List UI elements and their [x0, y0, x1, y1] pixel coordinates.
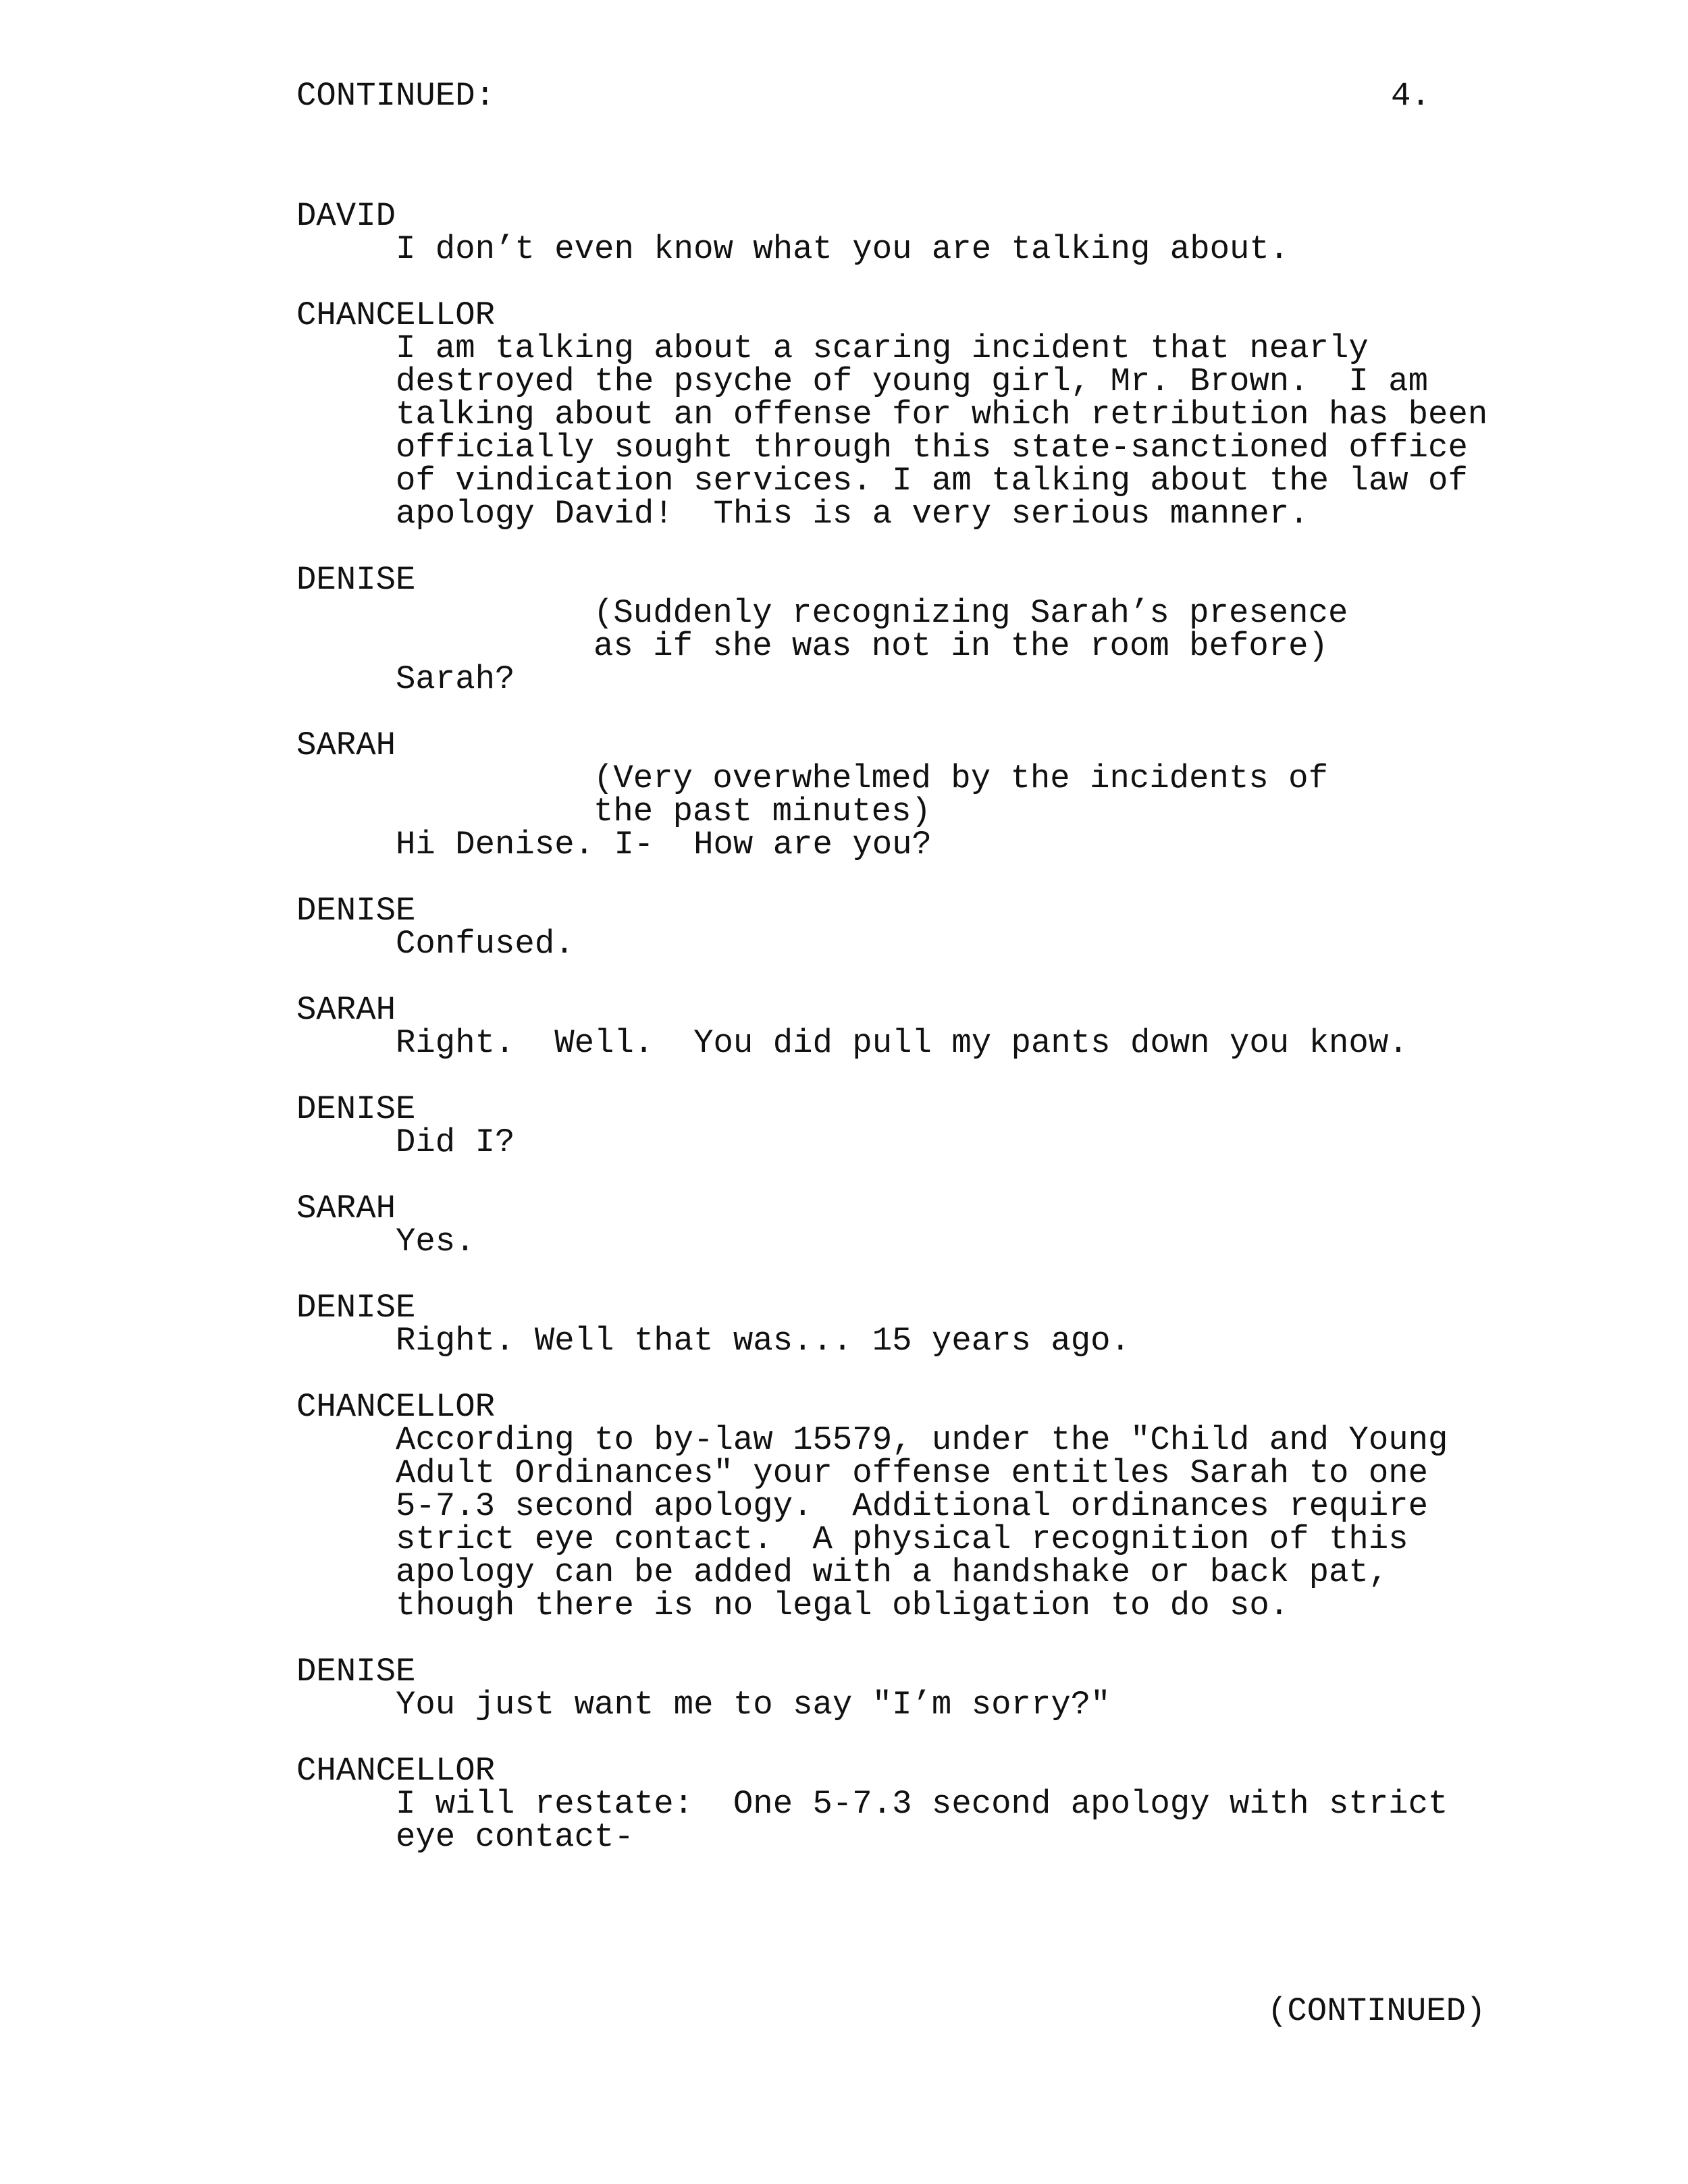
- character-name: CHANCELLOR: [296, 1752, 496, 1790]
- dialogue-block: [296, 1090, 1579, 1161]
- dialogue-block: [296, 1655, 1579, 1722]
- character-name: DENISE: [296, 892, 416, 930]
- dialogue-block: [296, 892, 1579, 963]
- dialogue-block: [296, 197, 1579, 268]
- dialogue-block: [296, 1388, 1579, 1624]
- character-name: DENISE: [296, 1653, 416, 1690]
- parenthetical-line: (Very overwhelmed by the incidents of: [594, 760, 1328, 797]
- dialogue-block: [296, 1291, 1579, 1358]
- dialogue-line: According to by-law 15579, under the "Child and Young: [396, 1421, 1448, 1459]
- dialogue-line: officially sought through this state-sanctioned office: [396, 429, 1468, 467]
- dialogue-block: [296, 1752, 1579, 1856]
- page-number: 4.: [1391, 77, 1431, 115]
- dialogue-line: though there is no legal obligation to do so.: [396, 1587, 1290, 1624]
- character-name: SARAH: [296, 991, 396, 1029]
- dialogue-line: Right. Well that was... 15 years ago.: [396, 1322, 1130, 1360]
- dialogue-blocks: [296, 197, 1579, 1887]
- dialogue-line: Hi Denise. I- How are you?: [396, 826, 932, 863]
- dialogue-line: Adult Ordinances" your offense entitles Sarah to one: [396, 1454, 1429, 1492]
- character-name: CHANCELLOR: [296, 296, 496, 334]
- dialogue-line: Confused.: [396, 925, 575, 963]
- character-name: CHANCELLOR: [296, 1388, 496, 1426]
- dialogue-line: 5-7.3 second apology. Additional ordinances require: [396, 1487, 1429, 1525]
- dialogue-block: [296, 991, 1579, 1062]
- parenthetical-line: (Suddenly recognizing Sarah’s presence: [594, 594, 1348, 632]
- dialogue-line: Sarah?: [396, 660, 515, 698]
- character-name: SARAH: [296, 1190, 396, 1227]
- dialogue-block: [296, 1192, 1579, 1258]
- character-name: SARAH: [296, 726, 396, 764]
- dialogue-line: apology David! This is a very serious manner.: [396, 495, 1309, 533]
- dialogue-line: of vindication services. I am talking about the law of: [396, 462, 1468, 500]
- dialogue-line: destroyed the psyche of young girl, Mr. Brown. I am: [396, 363, 1429, 400]
- dialogue-line: I don’t even know what you are talking about.: [396, 230, 1290, 268]
- dialogue-line: apology can be added with a handshake or back pat,: [396, 1553, 1389, 1591]
- dialogue-line: talking about an offense for which retribution has been: [396, 396, 1488, 433]
- character-name: DENISE: [296, 1289, 416, 1327]
- parenthetical-line: the past minutes): [594, 793, 931, 830]
- dialogue-block: [296, 296, 1579, 533]
- continued-footer: (CONTINUED): [1267, 1992, 1486, 2030]
- dialogue-line: eye contact-: [396, 1818, 634, 1856]
- dialogue-line: I will restate: One 5-7.3 second apology with strict: [396, 1785, 1448, 1823]
- dialogue-line: I am talking about a scaring incident that nearly: [396, 329, 1369, 367]
- dialogue-block: [296, 726, 1579, 863]
- parenthetical-line: as if she was not in the room before): [594, 627, 1328, 665]
- character-name: DAVID: [296, 197, 396, 235]
- dialogue-line: You just want me to say "I’m sorry?": [396, 1686, 1111, 1724]
- dialogue-block: [296, 561, 1579, 698]
- character-name: DENISE: [296, 561, 416, 599]
- dialogue-line: Did I?: [396, 1123, 515, 1161]
- dialogue-line: Yes.: [396, 1223, 475, 1260]
- dialogue-line: strict eye contact. A physical recognition of this: [396, 1520, 1408, 1558]
- character-name: DENISE: [296, 1090, 416, 1128]
- continued-header: CONTINUED:: [296, 77, 496, 115]
- dialogue-line: Right. Well. You did pull my pants down you know.: [396, 1024, 1408, 1062]
